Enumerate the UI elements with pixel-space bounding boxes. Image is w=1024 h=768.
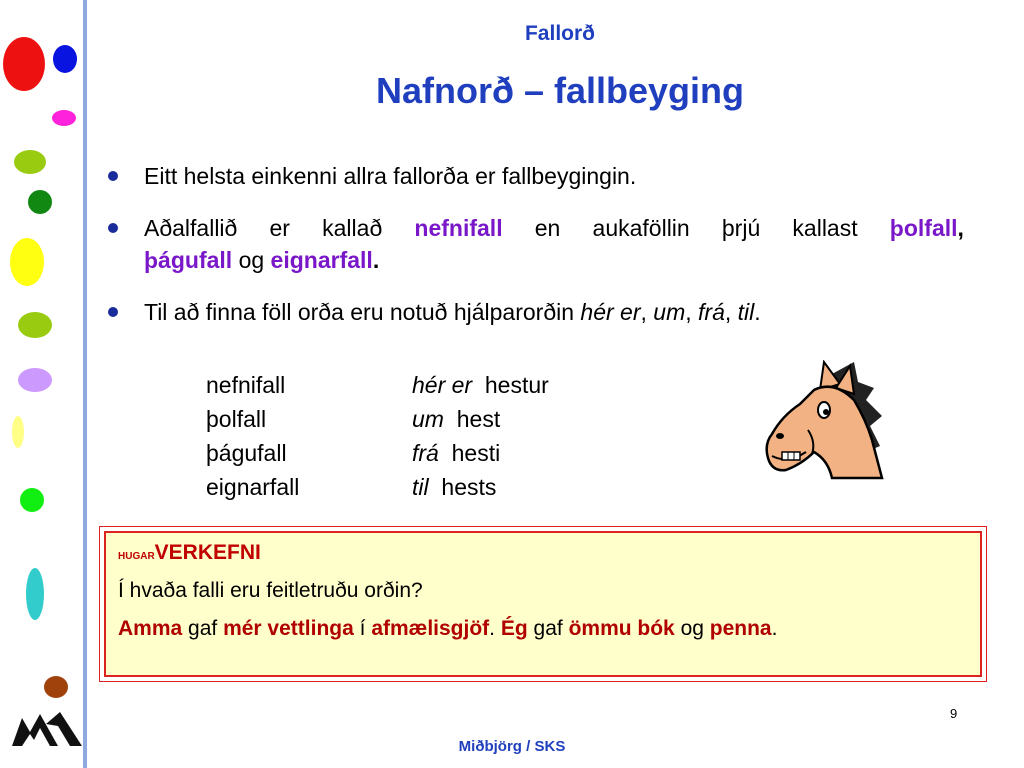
bullet-dot (108, 171, 118, 181)
bullet-item (108, 212, 964, 276)
bullet-word-group (890, 212, 964, 244)
lime-dot-decoration (14, 150, 46, 174)
bullet-list (108, 160, 964, 348)
section-subtitle: Fallorð (524, 22, 595, 45)
helper-word: hér er (580, 299, 641, 325)
case-example (412, 436, 500, 470)
bold-word: mér vettlinga (223, 617, 354, 640)
case-name: þolfall (206, 406, 267, 432)
plain-text: . (771, 617, 778, 640)
blue-dot-decoration (53, 45, 77, 73)
plain-text: gaf (182, 617, 224, 640)
helper-word: til (737, 299, 755, 325)
helper-word: frá (412, 440, 439, 466)
brown-dot-decoration (44, 676, 68, 698)
noun-form: hesti (451, 440, 501, 466)
case-name: þágufall (206, 440, 287, 466)
separator: , (640, 299, 654, 325)
case-example (412, 368, 549, 402)
table-row (206, 368, 549, 402)
plain-text: í (353, 617, 372, 640)
helper-word: um (412, 406, 444, 432)
exercise-box (99, 526, 987, 682)
plain-text: gaf (527, 617, 569, 640)
green-dot-decoration (28, 190, 52, 214)
bullet-word: og (238, 247, 265, 273)
bullet-dot (108, 307, 118, 317)
bullet-word: þrjú (721, 215, 761, 241)
plain-text: og (674, 617, 710, 640)
plain-text: . (489, 617, 501, 640)
separator: , (724, 299, 738, 325)
bold-word: Amma (118, 617, 183, 640)
bold-word: Ég (500, 617, 528, 640)
helper-word: um (653, 299, 686, 325)
bullet-dot (108, 223, 118, 233)
bullet-word: aukaföllin (592, 215, 690, 241)
exercise-heading-prefix: HUGAR (118, 551, 155, 562)
bullet-line-2 (144, 244, 964, 276)
bullet-text: Eitt helsta einkenni allra fallorða er fallbeygingin. (144, 163, 637, 189)
case-name: nefnifall (206, 372, 286, 398)
bullet-word: Aðalfallið (144, 215, 238, 241)
exercise-box-inner (104, 531, 982, 677)
exercise-heading (118, 541, 968, 565)
period: . (754, 299, 761, 325)
period: . (372, 247, 380, 273)
footer-credit: Miðbjörg / SKS (458, 738, 566, 755)
helper-word: hér er (412, 372, 473, 398)
case-name: eignarfall (206, 474, 300, 500)
table-row (206, 436, 549, 470)
table-row (206, 470, 549, 504)
sidebar-divider (83, 0, 87, 768)
bold-word: penna (709, 617, 772, 640)
highlight-term-thagufall: þágufall (144, 247, 233, 273)
magenta-dot-decoration (52, 110, 76, 126)
yellow-dot-decoration (10, 238, 44, 286)
bright-green-dot-decoration (20, 488, 44, 512)
bullet-word: kallað (322, 215, 383, 241)
bold-word: ömmu bók (568, 617, 675, 640)
bullet-line-1 (144, 212, 964, 244)
bullet-word: er (269, 215, 290, 241)
bullet-item (108, 160, 964, 192)
case-example (412, 470, 496, 504)
bullet-item (108, 296, 964, 328)
comma: , (957, 215, 964, 241)
lime-dot-decoration-2 (18, 312, 52, 338)
bullet-word: kallast (792, 215, 858, 241)
highlight-term-nefnifall: nefnifall (414, 215, 503, 241)
bold-word: afmælisgjöf (371, 617, 490, 640)
exercise-heading-main: VERKEFNI (154, 541, 261, 564)
exercise-question: Í hvaða falli eru feitletruðu orðin? (118, 579, 423, 602)
highlight-term-eignarfall: eignarfall (270, 247, 373, 273)
helper-word: til (412, 474, 429, 500)
noun-form: hests (441, 474, 497, 500)
teal-dot-decoration (26, 568, 44, 620)
bullet-text: Til að finna föll orða eru notuð hjálparorðin (144, 299, 581, 325)
horse-head-icon (762, 360, 888, 487)
page-number: 9 (950, 706, 958, 721)
case-example (412, 402, 500, 436)
bullet-word: en (534, 215, 561, 241)
highlight-term-tholfall: þolfall (889, 215, 958, 241)
separator: , (685, 299, 699, 325)
table-row (206, 402, 549, 436)
exercise-sentence (118, 617, 968, 641)
noun-form: hest (456, 406, 501, 432)
lavender-dot-decoration (18, 368, 52, 392)
case-table (206, 368, 549, 504)
page-title: Nafnorð – fallbeyging (375, 70, 745, 111)
noun-form: hestur (484, 372, 549, 398)
helper-word: frá (698, 299, 725, 325)
pale-yellow-dot-decoration (12, 416, 24, 448)
